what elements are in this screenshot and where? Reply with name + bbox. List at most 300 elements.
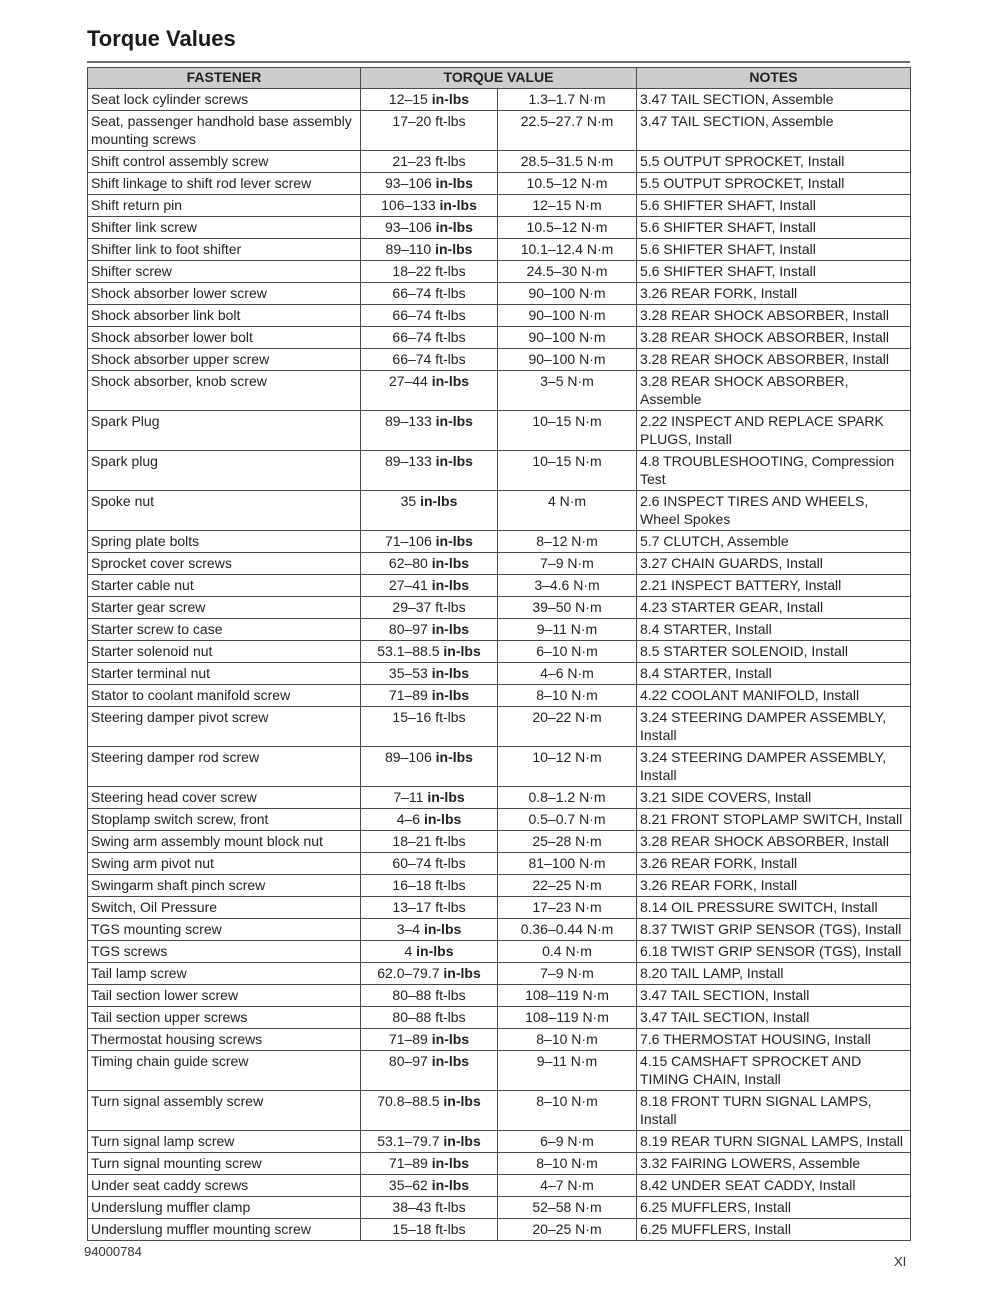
table-row: [88, 1051, 911, 1091]
notes-cell: 6.25 MUFFLERS, Install: [637, 1197, 911, 1219]
torque-imperial-unit: ft-lbs: [435, 899, 466, 915]
torque-metric-cell: 12–15 N·m: [498, 195, 637, 217]
table-header-row: [88, 68, 911, 89]
torque-metric-cell: 52–58 N·m: [498, 1197, 637, 1219]
torque-imperial-unit: in-lbs: [443, 1133, 481, 1149]
fastener-cell: Tail lamp screw: [88, 963, 361, 985]
torque-imperial-cell: [361, 217, 498, 239]
torque-metric-cell: 25–28 N·m: [498, 831, 637, 853]
fastener-cell: Seat, passenger handhold base assembly mounting screws: [88, 111, 361, 151]
table-row: [88, 919, 911, 941]
torque-imperial-value: 53.1–79.7: [377, 1133, 440, 1149]
torque-metric-cell: 6–10 N·m: [498, 641, 637, 663]
table-row: [88, 831, 911, 853]
torque-metric-cell: 7–9 N·m: [498, 553, 637, 575]
torque-imperial-cell: [361, 985, 498, 1007]
fastener-cell: Starter screw to case: [88, 619, 361, 641]
notes-cell: 8.19 REAR TURN SIGNAL LAMPS, Install: [637, 1131, 911, 1153]
torque-metric-cell: 8–10 N·m: [498, 1153, 637, 1175]
torque-imperial-unit: ft-lbs: [435, 599, 466, 615]
fastener-cell: TGS screws: [88, 941, 361, 963]
torque-metric-cell: 90–100 N·m: [498, 349, 637, 371]
fastener-cell: Shock absorber link bolt: [88, 305, 361, 327]
torque-imperial-unit: in-lbs: [431, 555, 470, 571]
torque-imperial-value: 93–106: [385, 175, 432, 191]
torque-imperial-cell: [361, 1153, 498, 1175]
table-row: [88, 985, 911, 1007]
fastener-cell: Swingarm shaft pinch screw: [88, 875, 361, 897]
torque-imperial-value: 66–74: [392, 351, 432, 367]
torque-imperial-value: 18–21: [392, 833, 432, 849]
page-number: XI: [894, 1254, 907, 1269]
torque-metric-cell: 17–23 N·m: [498, 897, 637, 919]
torque-imperial-unit: ft-lbs: [435, 285, 466, 301]
torque-imperial-value: 15–18: [392, 1221, 432, 1237]
table-row: [88, 685, 911, 707]
torque-metric-cell: 90–100 N·m: [498, 283, 637, 305]
torque-imperial-cell: [361, 89, 498, 111]
torque-imperial-unit: in-lbs: [431, 665, 470, 681]
fastener-cell: Switch, Oil Pressure: [88, 897, 361, 919]
fastener-cell: TGS mounting screw: [88, 919, 361, 941]
torque-imperial-value: 12–15: [388, 91, 428, 107]
torque-imperial-value: 13–17: [392, 899, 432, 915]
notes-cell: 2.21 INSPECT BATTERY, Install: [637, 575, 911, 597]
torque-imperial-unit: ft-lbs: [435, 1009, 466, 1025]
table-row: [88, 349, 911, 371]
torque-metric-cell: 20–25 N·m: [498, 1219, 637, 1241]
torque-imperial-value: 106–133: [381, 197, 436, 213]
torque-metric-cell: 4 N·m: [498, 491, 637, 531]
notes-cell: 8.18 FRONT TURN SIGNAL LAMPS, Install: [637, 1091, 911, 1131]
torque-imperial-unit: in-lbs: [443, 1093, 481, 1109]
torque-imperial-unit: ft-lbs: [435, 987, 466, 1003]
notes-cell: 3.47 TAIL SECTION, Install: [637, 985, 911, 1007]
torque-imperial-unit: ft-lbs: [435, 709, 466, 725]
torque-metric-cell: 8–12 N·m: [498, 531, 637, 553]
fastener-cell: Turn signal mounting screw: [88, 1153, 361, 1175]
torque-imperial-value: 60–74: [392, 855, 432, 871]
table-row: [88, 1175, 911, 1197]
fastener-cell: Stoplamp switch screw, front: [88, 809, 361, 831]
fastener-cell: Steering damper rod screw: [88, 747, 361, 787]
torque-imperial-cell: [361, 451, 498, 491]
fastener-cell: Shift return pin: [88, 195, 361, 217]
fastener-cell: Shifter screw: [88, 261, 361, 283]
torque-metric-cell: 90–100 N·m: [498, 305, 637, 327]
torque-imperial-cell: [361, 707, 498, 747]
torque-imperial-cell: [361, 1197, 498, 1219]
torque-imperial-value: 89–106: [385, 749, 432, 765]
torque-metric-cell: 6–9 N·m: [498, 1131, 637, 1153]
torque-metric-cell: 10–12 N·m: [498, 747, 637, 787]
torque-imperial-value: 80–97: [388, 1053, 428, 1069]
torque-imperial-cell: [361, 349, 498, 371]
torque-imperial-unit: in-lbs: [435, 175, 473, 191]
torque-imperial-unit: in-lbs: [431, 621, 470, 637]
notes-cell: 8.5 STARTER SOLENOID, Install: [637, 641, 911, 663]
notes-cell: 3.26 REAR FORK, Install: [637, 283, 911, 305]
table-row: [88, 411, 911, 451]
torque-imperial-unit: in-lbs: [435, 219, 473, 235]
torque-imperial-cell: [361, 491, 498, 531]
torque-imperial-value: 62–80: [388, 555, 428, 571]
torque-metric-cell: 8–10 N·m: [498, 1029, 637, 1051]
torque-imperial-unit: in-lbs: [435, 413, 473, 429]
notes-cell: 6.25 MUFFLERS, Install: [637, 1219, 911, 1241]
fastener-cell: Shift control assembly screw: [88, 151, 361, 173]
torque-imperial-cell: [361, 747, 498, 787]
table-row: [88, 853, 911, 875]
torque-imperial-unit: ft-lbs: [435, 1221, 466, 1237]
torque-imperial-unit: in-lbs: [439, 197, 477, 213]
torque-imperial-value: 29–37: [392, 599, 432, 615]
table-row: [88, 1153, 911, 1175]
notes-cell: 5.6 SHIFTER SHAFT, Install: [637, 217, 911, 239]
torque-imperial-unit: ft-lbs: [435, 351, 466, 367]
torque-metric-cell: 81–100 N·m: [498, 853, 637, 875]
notes-cell: 3.28 REAR SHOCK ABSORBER, Assemble: [637, 371, 911, 411]
torque-imperial-value: 17–20: [392, 113, 432, 129]
notes-cell: 3.47 TAIL SECTION, Assemble: [637, 89, 911, 111]
fastener-cell: Swing arm assembly mount block nut: [88, 831, 361, 853]
torque-metric-cell: 24.5–30 N·m: [498, 261, 637, 283]
torque-imperial-cell: [361, 261, 498, 283]
torque-metric-cell: 0.36–0.44 N·m: [498, 919, 637, 941]
notes-cell: 4.15 CAMSHAFT SPROCKET AND TIMING CHAIN, Install: [637, 1051, 911, 1091]
table-row: [88, 1219, 911, 1241]
fastener-cell: Starter terminal nut: [88, 663, 361, 685]
notes-cell: 3.26 REAR FORK, Install: [637, 875, 911, 897]
torque-imperial-unit: in-lbs: [443, 643, 481, 659]
fastener-cell: Shift linkage to shift rod lever screw: [88, 173, 361, 195]
torque-metric-cell: 9–11 N·m: [498, 619, 637, 641]
torque-imperial-cell: [361, 1091, 498, 1131]
torque-metric-cell: 90–100 N·m: [498, 327, 637, 349]
torque-imperial-unit: in-lbs: [423, 811, 462, 827]
torque-imperial-cell: [361, 1029, 498, 1051]
notes-cell: 5.7 CLUTCH, Assemble: [637, 531, 911, 553]
torque-imperial-cell: [361, 371, 498, 411]
table-row: [88, 1131, 911, 1153]
torque-imperial-unit: in-lbs: [431, 373, 470, 389]
table-row: [88, 89, 911, 111]
torque-imperial-value: 3–4: [396, 921, 421, 937]
torque-imperial-cell: [361, 663, 498, 685]
table-row: [88, 963, 911, 985]
fastener-cell: Underslung muffler mounting screw: [88, 1219, 361, 1241]
table-row: [88, 173, 911, 195]
fastener-cell: Spark Plug: [88, 411, 361, 451]
torque-imperial-value: 53.1–88.5: [377, 643, 440, 659]
fastener-cell: Seat lock cylinder screws: [88, 89, 361, 111]
torque-imperial-unit: ft-lbs: [435, 329, 466, 345]
notes-cell: 8.20 TAIL LAMP, Install: [637, 963, 911, 985]
torque-imperial-cell: [361, 963, 498, 985]
notes-cell: 3.28 REAR SHOCK ABSORBER, Install: [637, 305, 911, 327]
torque-imperial-unit: in-lbs: [431, 91, 470, 107]
table-row: [88, 111, 911, 151]
notes-cell: 3.47 TAIL SECTION, Assemble: [637, 111, 911, 151]
torque-imperial-unit: in-lbs: [423, 921, 462, 937]
torque-metric-cell: 3–5 N·m: [498, 371, 637, 411]
torque-imperial-cell: [361, 641, 498, 663]
fastener-cell: Starter gear screw: [88, 597, 361, 619]
fastener-cell: Turn signal assembly screw: [88, 1091, 361, 1131]
torque-imperial-cell: [361, 919, 498, 941]
torque-imperial-unit: in-lbs: [427, 789, 465, 805]
table-row: [88, 1007, 911, 1029]
table-row: [88, 747, 911, 787]
torque-imperial-cell: [361, 685, 498, 707]
torque-imperial-value: 80–88: [392, 1009, 432, 1025]
torque-imperial-cell: [361, 1131, 498, 1153]
torque-imperial-cell: [361, 195, 498, 217]
fastener-cell: Spring plate bolts: [88, 531, 361, 553]
torque-imperial-unit: in-lbs: [435, 453, 473, 469]
torque-imperial-cell: [361, 897, 498, 919]
torque-imperial-value: 89–133: [385, 413, 432, 429]
header-fastener: FASTENER: [88, 68, 361, 89]
torque-imperial-cell: [361, 787, 498, 809]
header-notes: NOTES: [637, 68, 911, 89]
torque-imperial-value: 66–74: [392, 307, 432, 323]
fastener-cell: Steering head cover screw: [88, 787, 361, 809]
fastener-cell: Sprocket cover screws: [88, 553, 361, 575]
notes-cell: 5.6 SHIFTER SHAFT, Install: [637, 195, 911, 217]
fastener-cell: Shock absorber, knob screw: [88, 371, 361, 411]
torque-imperial-cell: [361, 1219, 498, 1241]
torque-imperial-value: 15–16: [392, 709, 432, 725]
table-row: [88, 941, 911, 963]
torque-imperial-value: 27–41: [388, 577, 428, 593]
notes-cell: 2.6 INSPECT TIRES AND WHEELS, Wheel Spokes: [637, 491, 911, 531]
notes-cell: 3.47 TAIL SECTION, Install: [637, 1007, 911, 1029]
notes-cell: 3.28 REAR SHOCK ABSORBER, Install: [637, 831, 911, 853]
torque-imperial-value: 35: [400, 493, 417, 509]
torque-imperial-cell: [361, 111, 498, 151]
table-row: [88, 451, 911, 491]
torque-imperial-unit: in-lbs: [416, 943, 454, 959]
torque-metric-cell: 20–22 N·m: [498, 707, 637, 747]
table-row: [88, 151, 911, 173]
table-row: [88, 619, 911, 641]
table-row: [88, 641, 911, 663]
torque-imperial-cell: [361, 283, 498, 305]
fastener-cell: Shock absorber lower bolt: [88, 327, 361, 349]
torque-imperial-value: 4: [404, 943, 413, 959]
fastener-cell: Spark plug: [88, 451, 361, 491]
table-row: [88, 875, 911, 897]
table-body: [88, 89, 911, 1241]
notes-cell: 3.32 FAIRING LOWERS, Assemble: [637, 1153, 911, 1175]
table-row: [88, 787, 911, 809]
torque-table: [87, 67, 911, 1241]
torque-imperial-unit: in-lbs: [435, 749, 473, 765]
torque-metric-cell: 1.3–1.7 N·m: [498, 89, 637, 111]
torque-metric-cell: 0.8–1.2 N·m: [498, 787, 637, 809]
torque-imperial-cell: [361, 1007, 498, 1029]
table-row: [88, 809, 911, 831]
table-row: [88, 663, 911, 685]
fastener-cell: Shifter link to foot shifter: [88, 239, 361, 261]
fastener-cell: Under seat caddy screws: [88, 1175, 361, 1197]
torque-imperial-cell: [361, 597, 498, 619]
header-torque-value: TORQUE VALUE: [361, 68, 637, 89]
table-row: [88, 897, 911, 919]
torque-imperial-unit: in-lbs: [431, 1053, 470, 1069]
torque-imperial-value: 71–89: [388, 687, 428, 703]
torque-imperial-unit: in-lbs: [435, 241, 473, 257]
table-row: [88, 283, 911, 305]
notes-cell: 3.21 SIDE COVERS, Install: [637, 787, 911, 809]
torque-imperial-value: 80–88: [392, 987, 432, 1003]
notes-cell: 3.28 REAR SHOCK ABSORBER, Install: [637, 327, 911, 349]
fastener-cell: Shifter link screw: [88, 217, 361, 239]
torque-metric-cell: 3–4.6 N·m: [498, 575, 637, 597]
notes-cell: 3.27 CHAIN GUARDS, Install: [637, 553, 911, 575]
torque-metric-cell: 39–50 N·m: [498, 597, 637, 619]
torque-imperial-unit: ft-lbs: [435, 1199, 466, 1215]
torque-imperial-unit: ft-lbs: [435, 877, 466, 893]
notes-cell: 6.18 TWIST GRIP SENSOR (TGS), Install: [637, 941, 911, 963]
table-row: [88, 491, 911, 531]
fastener-cell: Tail section lower screw: [88, 985, 361, 1007]
fastener-cell: Stator to coolant manifold screw: [88, 685, 361, 707]
torque-imperial-cell: [361, 239, 498, 261]
torque-metric-cell: 4–6 N·m: [498, 663, 637, 685]
torque-imperial-cell: [361, 151, 498, 173]
torque-imperial-value: 35–62: [388, 1177, 428, 1193]
torque-imperial-value: 70.8–88.5: [377, 1093, 440, 1109]
table-row: [88, 1029, 911, 1051]
torque-imperial-unit: in-lbs: [431, 1031, 470, 1047]
table-row: [88, 305, 911, 327]
fastener-cell: Tail section upper screws: [88, 1007, 361, 1029]
torque-imperial-unit: in-lbs: [431, 577, 470, 593]
torque-imperial-value: 93–106: [385, 219, 432, 235]
torque-imperial-unit: in-lbs: [420, 493, 458, 509]
table-row: [88, 597, 911, 619]
torque-imperial-cell: [361, 1175, 498, 1197]
torque-imperial-value: 71–106: [385, 533, 432, 549]
torque-metric-cell: 28.5–31.5 N·m: [498, 151, 637, 173]
torque-imperial-cell: [361, 553, 498, 575]
notes-cell: 3.28 REAR SHOCK ABSORBER, Install: [637, 349, 911, 371]
torque-imperial-cell: [361, 411, 498, 451]
torque-imperial-value: 71–89: [388, 1031, 428, 1047]
notes-cell: 8.37 TWIST GRIP SENSOR (TGS), Install: [637, 919, 911, 941]
torque-imperial-cell: [361, 305, 498, 327]
torque-imperial-cell: [361, 575, 498, 597]
torque-imperial-value: 18–22: [392, 263, 432, 279]
torque-imperial-unit: in-lbs: [431, 687, 470, 703]
notes-cell: 7.6 THERMOSTAT HOUSING, Install: [637, 1029, 911, 1051]
notes-cell: 5.6 SHIFTER SHAFT, Install: [637, 261, 911, 283]
torque-imperial-value: 27–44: [388, 373, 428, 389]
fastener-cell: Starter solenoid nut: [88, 641, 361, 663]
torque-imperial-unit: in-lbs: [443, 965, 481, 981]
torque-imperial-unit: ft-lbs: [435, 833, 466, 849]
notes-cell: 5.5 OUTPUT SPROCKET, Install: [637, 151, 911, 173]
fastener-cell: Shock absorber upper screw: [88, 349, 361, 371]
torque-imperial-unit: in-lbs: [435, 533, 473, 549]
torque-metric-cell: 10.5–12 N·m: [498, 173, 637, 195]
notes-cell: 5.5 OUTPUT SPROCKET, Install: [637, 173, 911, 195]
torque-imperial-unit: in-lbs: [431, 1177, 470, 1193]
torque-imperial-value: 89–133: [385, 453, 432, 469]
torque-imperial-value: 66–74: [392, 285, 432, 301]
notes-cell: 2.22 INSPECT AND REPLACE SPARK PLUGS, Install: [637, 411, 911, 451]
torque-imperial-value: 62.0–79.7: [377, 965, 440, 981]
torque-imperial-cell: [361, 941, 498, 963]
torque-metric-cell: 0.4 N·m: [498, 941, 637, 963]
notes-cell: 3.24 STEERING DAMPER ASSEMBLY, Install: [637, 747, 911, 787]
torque-imperial-value: 80–97: [388, 621, 428, 637]
torque-imperial-unit: ft-lbs: [435, 307, 466, 323]
torque-metric-cell: 7–9 N·m: [498, 963, 637, 985]
torque-metric-cell: 8–10 N·m: [498, 1091, 637, 1131]
table-row: [88, 575, 911, 597]
torque-metric-cell: 8–10 N·m: [498, 685, 637, 707]
torque-imperial-value: 21–23: [392, 153, 432, 169]
torque-metric-cell: 10.1–12.4 N·m: [498, 239, 637, 261]
notes-cell: 4.23 STARTER GEAR, Install: [637, 597, 911, 619]
title-rule: [87, 61, 910, 63]
torque-imperial-value: 66–74: [392, 329, 432, 345]
table-row: [88, 195, 911, 217]
torque-metric-cell: 22.5–27.7 N·m: [498, 111, 637, 151]
fastener-cell: Swing arm pivot nut: [88, 853, 361, 875]
notes-cell: 4.8 TROUBLESHOOTING, Compression Test: [637, 451, 911, 491]
torque-imperial-cell: [361, 1051, 498, 1091]
table-row: [88, 239, 911, 261]
document-number: 94000784: [84, 1244, 142, 1259]
page-title: Torque Values: [87, 26, 236, 51]
notes-cell: 4.22 COOLANT MANIFOLD, Install: [637, 685, 911, 707]
table-row: [88, 553, 911, 575]
table-row: [88, 1091, 911, 1131]
torque-imperial-value: 16–18: [392, 877, 432, 893]
torque-imperial-value: 4–6: [396, 811, 421, 827]
fastener-cell: Timing chain guide screw: [88, 1051, 361, 1091]
fastener-cell: Thermostat housing screws: [88, 1029, 361, 1051]
torque-imperial-cell: [361, 809, 498, 831]
fastener-cell: Underslung muffler clamp: [88, 1197, 361, 1219]
table-row: [88, 707, 911, 747]
table-row: [88, 371, 911, 411]
torque-imperial-value: 71–89: [388, 1155, 428, 1171]
torque-imperial-cell: [361, 619, 498, 641]
notes-cell: 8.4 STARTER, Install: [637, 663, 911, 685]
table-row: [88, 261, 911, 283]
torque-imperial-cell: [361, 831, 498, 853]
fastener-cell: Steering damper pivot screw: [88, 707, 361, 747]
torque-imperial-unit: ft-lbs: [435, 855, 466, 871]
notes-cell: 3.24 STEERING DAMPER ASSEMBLY, Install: [637, 707, 911, 747]
torque-imperial-value: 89–110: [385, 241, 432, 257]
fastener-cell: Starter cable nut: [88, 575, 361, 597]
torque-imperial-unit: ft-lbs: [435, 263, 466, 279]
torque-imperial-cell: [361, 531, 498, 553]
torque-metric-cell: 10–15 N·m: [498, 451, 637, 491]
torque-imperial-cell: [361, 875, 498, 897]
notes-cell: 8.4 STARTER, Install: [637, 619, 911, 641]
notes-cell: 8.21 FRONT STOPLAMP SWITCH, Install: [637, 809, 911, 831]
torque-imperial-value: 38–43: [392, 1199, 432, 1215]
torque-metric-cell: 22–25 N·m: [498, 875, 637, 897]
notes-cell: 3.26 REAR FORK, Install: [637, 853, 911, 875]
